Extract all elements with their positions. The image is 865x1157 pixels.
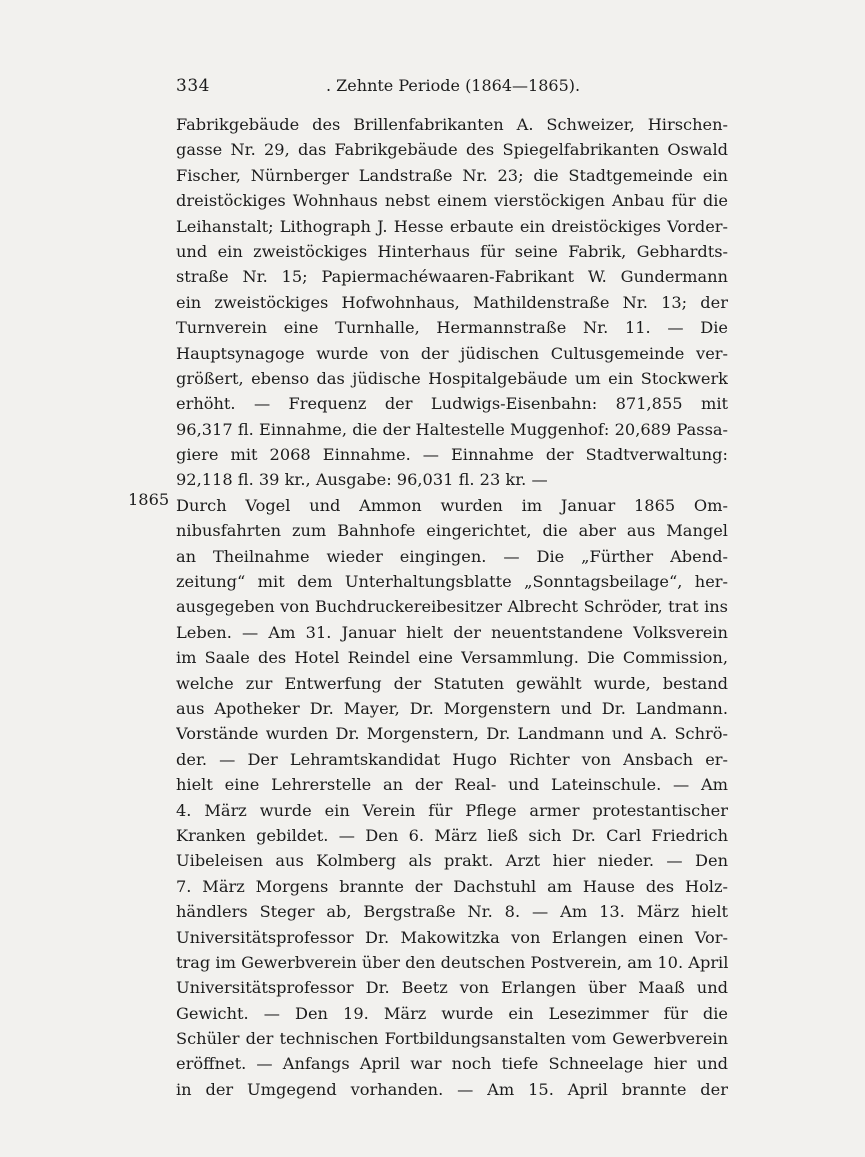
text-line: zeitung“ mit dem Unterhaltungsblatte „Sonntagsbeilage“, her- xyxy=(176,572,728,592)
text-line: nibusfahrten zum Bahnhofe eingerichtet, die aber aus Mangel xyxy=(176,521,728,541)
text-line: im Saale des Hotel Reindel eine Versammlung. Die Commission, xyxy=(176,648,728,668)
text-line: Turnverein eine Turnhalle, Hermannstraße Nr. 11. — Die xyxy=(176,318,728,338)
text-line: Leihanstalt; Lithograph J. Hesse erbaute ein dreistöckiges Vorder- xyxy=(176,216,728,236)
text-line: an Theilnahme wieder eingingen. — Die „Fürther Abend- xyxy=(176,546,728,566)
text-line: Kranken gebildet. — Den 6. März ließ sich Dr. Carl Friedrich xyxy=(176,825,728,845)
text-line: eröffnet. — Anfangs April war noch tiefe Schneelage hier und xyxy=(176,1054,728,1074)
text-line: größert, ebenso das jüdische Hospitalgebäude um ein Stockwerk xyxy=(176,368,728,388)
text-line: Gewicht. — Den 19. März wurde ein Lesezimmer für die xyxy=(176,1003,728,1023)
text-line: aus Apotheker Dr. Mayer, Dr. Morgenstern und Dr. Landmann. xyxy=(176,698,728,718)
text-line: trag im Gewerbverein über den deutschen Postverein, am 10. April xyxy=(176,952,728,972)
text-line: erhöht. — Frequenz der Ludwigs-Eisenbahn: 871,855 mit xyxy=(176,394,728,414)
text-line: Fabrikgebäude des Brillenfabrikanten A. Schweizer, Hirschen- xyxy=(176,115,728,134)
text-line: Hauptsynagoge wurde von der jüdischen Cultusgemeinde ver- xyxy=(176,343,728,363)
text-line: 96,317 fl. Einnahme, die der Haltestelle Muggenhof: 20,689 Passa- xyxy=(176,419,728,439)
text-line: 92,118 fl. 39 kr., Ausgabe: 96,031 fl. 23 kr. — xyxy=(176,470,548,490)
text-line: Leben. — Am 31. Januar hielt der neuentstandene Volksverein xyxy=(176,622,728,642)
text-line: Fischer, Nürnberger Landstraße Nr. 23; die Stadtgemeinde ein xyxy=(176,165,728,185)
text-line: 4. März wurde ein Verein für Pflege armer protestantischer xyxy=(176,800,728,820)
text-line: ein zweistöckiges Hofwohnhaus, Mathildenstraße Nr. 13; der xyxy=(176,292,728,312)
text-line: und ein zweistöckiges Hinterhaus für seine Fabrik, Gebhardts- xyxy=(176,241,728,261)
text-line: Schüler der technischen Fortbildungsanstalten vom Gewerbverein xyxy=(176,1029,728,1049)
page-number: 334 xyxy=(176,76,210,96)
text-line: straße Nr. 15; Papiermachéwaaren-Fabrikant W. Gundermann xyxy=(176,267,728,287)
text-line: Uibeleisen aus Kolmberg als prakt. Arzt hier nieder. — Den xyxy=(176,851,728,871)
text-line: Universitätsprofessor Dr. Beetz von Erlangen über Maaß und xyxy=(176,978,728,998)
text-line: der. — Der Lehramtskandidat Hugo Richter von Ansbach er- xyxy=(176,749,728,769)
text-line: händlers Steger ab, Bergstraße Nr. 8. — Am 13. März hielt xyxy=(176,902,728,922)
text-line: giere mit 2068 Einnahme. — Einnahme der Stadtverwaltung: xyxy=(176,445,728,465)
text-line: Vorstände wurden Dr. Morgenstern, Dr. Landmann und A. Schrö- xyxy=(176,724,728,744)
body-text xyxy=(176,112,728,1102)
text-line: Durch Vogel und Ammon wurden im Januar 1865 Om- xyxy=(176,495,728,515)
margin-year-note: 1865 xyxy=(128,490,170,509)
text-line: welche zur Entwerfung der Statuten gewählt wurde, bestand xyxy=(176,673,728,693)
text-line: 7. März Morgens brannte der Dachstuhl am Hause des Holz- xyxy=(176,876,728,896)
text-line: dreistöckiges Wohnhaus nebst einem vierstöckigen Anbau für die xyxy=(176,191,728,211)
page-header xyxy=(176,74,736,102)
text-line: gasse Nr. 29, das Fabrikgebäude des Spiegelfabrikanten Oswald xyxy=(176,140,728,160)
text-line: in der Umgegend vorhanden. — Am 15. April brannte der xyxy=(176,1079,728,1099)
running-title: . Zehnte Periode (1864—1865). xyxy=(326,76,581,95)
text-line: Universitätsprofessor Dr. Makowitzka von Erlangen einen Vor- xyxy=(176,927,728,947)
text-line: ausgegeben von Buchdruckereibesitzer Albrecht Schröder, trat ins xyxy=(176,597,728,617)
text-line: hielt eine Lehrerstelle an der Real- und Lateinschule. — Am xyxy=(176,775,728,795)
